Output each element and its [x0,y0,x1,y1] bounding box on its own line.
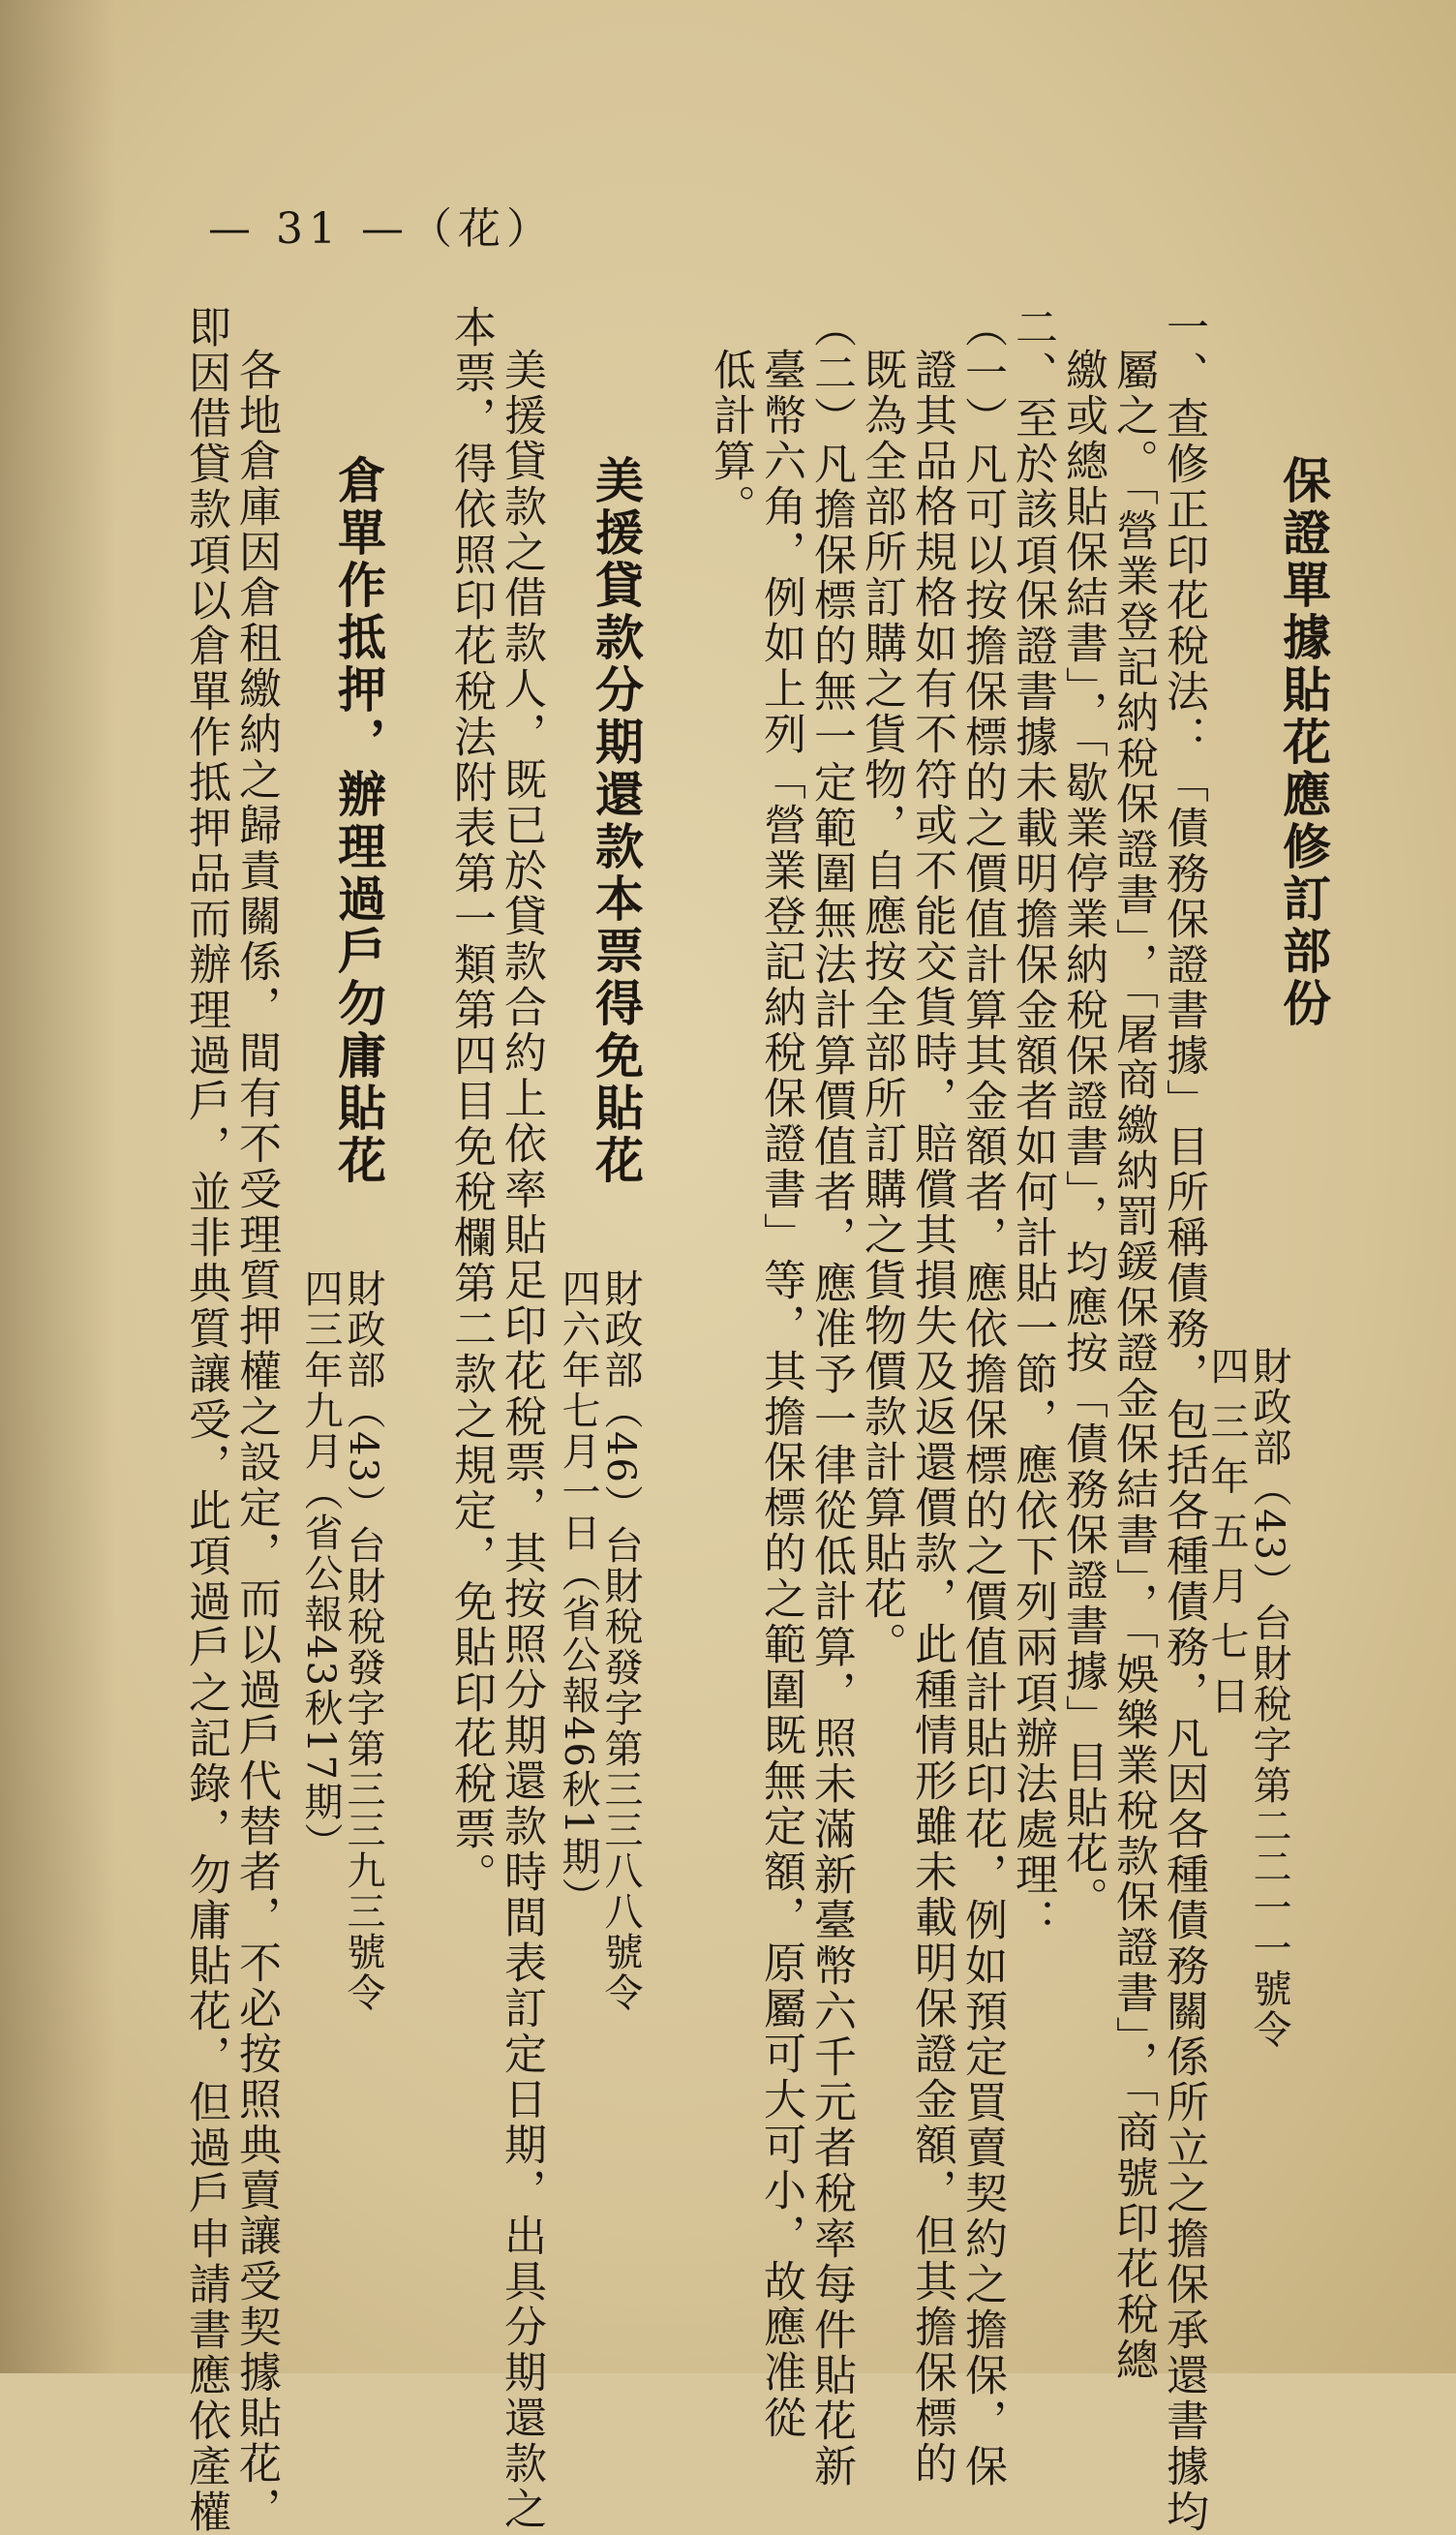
paragraph-line: 二、至於該項保證書據未載明擔保金額者如何計貼一節，應依下列兩項辦法處理： [1008,305,1057,1943]
section-heading-2: 美援貸款分期還款本票得免貼花 [588,455,645,1187]
section-citation-1a: 財政部（43）台財稅字第二二一一號令 [1247,1346,1291,2050]
paragraph-line: （二）凡擔保標的無一定範圍無法計算價值者，應准予一律從低計算，照未滿新臺幣六千元者稅率每件貼花新 [806,305,856,2489]
section-heading-3: 倉單作抵押，辦理過戶勿庸貼花 [330,455,387,1187]
page-number: — 31 —（花） [208,204,555,254]
section-citation-2a: 財政部（46）台財稅發字第三三八八號令 [598,1268,643,2013]
section-citation-3a: 財政部（43）台財稅發字第三三九三號令 [341,1268,385,2013]
section-citation-3b: 四三年九月（省公報43秋17期） [298,1268,343,1863]
paragraph-line: 屬之。「營業登記納稅保證書」，「屠商繳納罰鍰保證金保結書」，「娛樂業稅款保證書」，「商號印花稅總 [1108,348,1158,2383]
paragraph-line: （一）凡可以按擔保標的之價值計算其金額者，應依擔保標的之價值計貼印花，例如預定買賣契約之擔保，保 [957,305,1007,2489]
section-citation-2b: 四六年七月一日（省公報46秋1期） [556,1268,600,1918]
section-citation-1b: 四 三 年 五 月 七 日 [1204,1346,1249,1717]
paragraph-line: 臺幣六角，例如上列「營業登記納稅保證書」等，其擔保標的之範圍既無定額，原屬可大可小，故應准從 [756,348,805,2441]
paragraph-line: 各地倉庫因倉租繳納之歸責關係，間有不受理質押權之設定，而以過戶代替者，不必按照典賣讓受契據貼花， [231,348,281,2532]
paragraph-line: 本票，得依照印花稅法附表第一類第四目免稅欄第二款之規定，免貼印花稅票。 [446,305,496,1898]
page-edge-shadow [0,0,116,2373]
paragraph-line: 證其品格規格如有不符或不能交貨時，賠償其損失及返還價款，此種情形雖未載明保證金額，但其擔保標的 [907,348,956,2487]
paragraph-line: 既為全部所訂購之貨物，自應按全部所訂購之貨物價款計算貼花。 [857,348,906,1667]
paragraph-line: 即因借貸款項以倉單作抵押品而辦理過戶，並非典質讓受，此項過戶之記錄，勿庸貼花，但過戶申請書應依產權 [181,305,230,2535]
paragraph-line: 低計算。 [706,348,755,530]
paragraph-line: 美援貸款之借款人，既已於貸款合約上依率貼足印花稅票，其按照分期還款時間表訂定日期，出具分期還款之 [497,348,546,2532]
paragraph-line: 一、查修正印花稅法：「債務保證書據」目所稱債務，包括各種債務，凡因各種債務關係所立之擔保承還書據均 [1159,305,1208,2535]
section-heading-1: 保證單據貼花應修訂部份 [1275,455,1332,1030]
paragraph-line: 繳或總貼保結書」，「歇業停業納稅保證書」，均應按「債務保證書據」目貼花。 [1058,348,1107,1922]
